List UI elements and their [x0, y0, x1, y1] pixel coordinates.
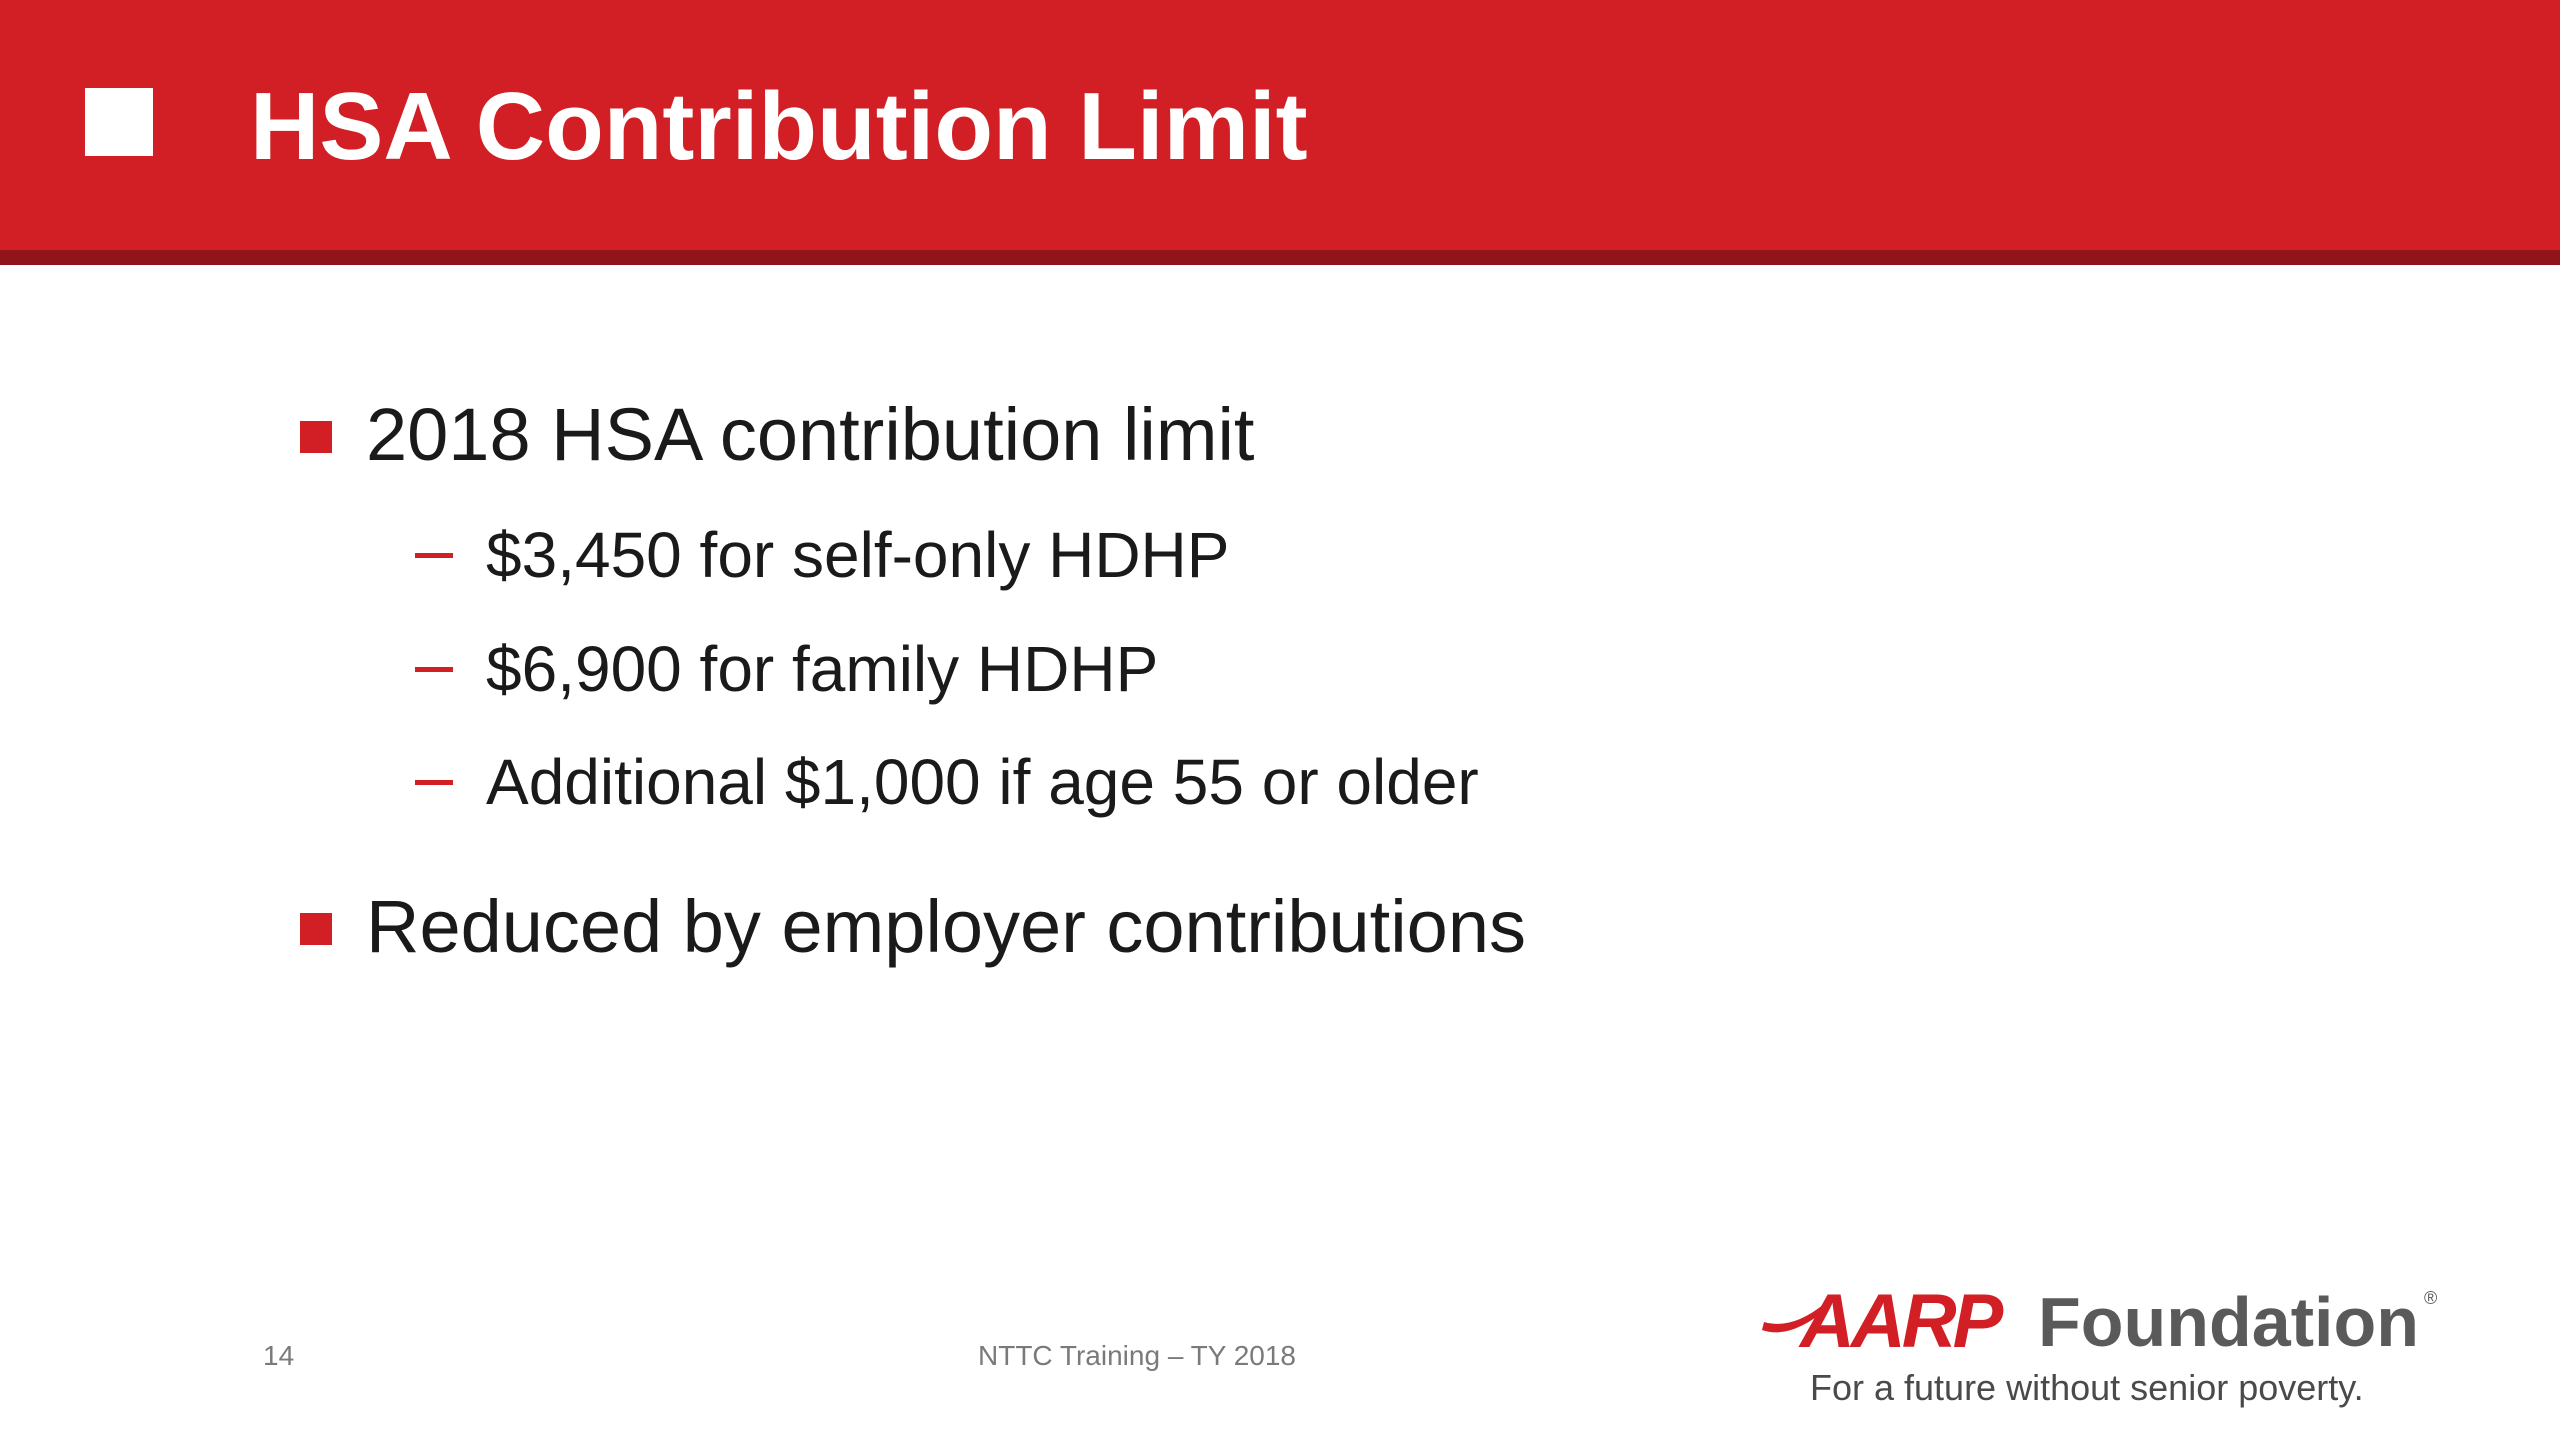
- square-bullet-icon: [300, 913, 332, 945]
- slide-title: HSA Contribution Limit: [250, 73, 1308, 180]
- bullet-text: Reduced by employer contributions: [366, 885, 1526, 968]
- sub-bullet-text: Additional $1,000 if age 55 or older: [486, 746, 1479, 818]
- logo-brand: AARP: [1800, 1279, 2000, 1364]
- dash-bullet-icon: [415, 780, 453, 785]
- dash-bullet-icon: [415, 667, 453, 672]
- registered-mark: ®: [2424, 1288, 2438, 1308]
- sub-bullet-item: [0, 619, 2400, 719]
- page-number: 14: [263, 1340, 295, 1371]
- square-bullet-icon: [300, 421, 332, 453]
- logo-name: Foundation: [2038, 1283, 2420, 1361]
- sub-bullet-text: $3,450 for self-only HDHP: [486, 519, 1230, 591]
- sub-bullet-item: [0, 505, 2400, 605]
- dash-bullet-icon: [415, 553, 453, 558]
- logo-tagline: For a future without senior poverty.: [1810, 1367, 2364, 1408]
- footer-text: NTTC Training – TY 2018: [978, 1340, 1297, 1371]
- bullet-item: [0, 872, 2400, 982]
- sub-bullet-item: [0, 732, 2400, 832]
- bullet-item: [0, 380, 2400, 490]
- sub-bullet-text: $6,900 for family HDHP: [486, 633, 1159, 705]
- bullet-text: 2018 HSA contribution limit: [366, 393, 1255, 476]
- aarp-foundation-logo: [1760, 1279, 2440, 1412]
